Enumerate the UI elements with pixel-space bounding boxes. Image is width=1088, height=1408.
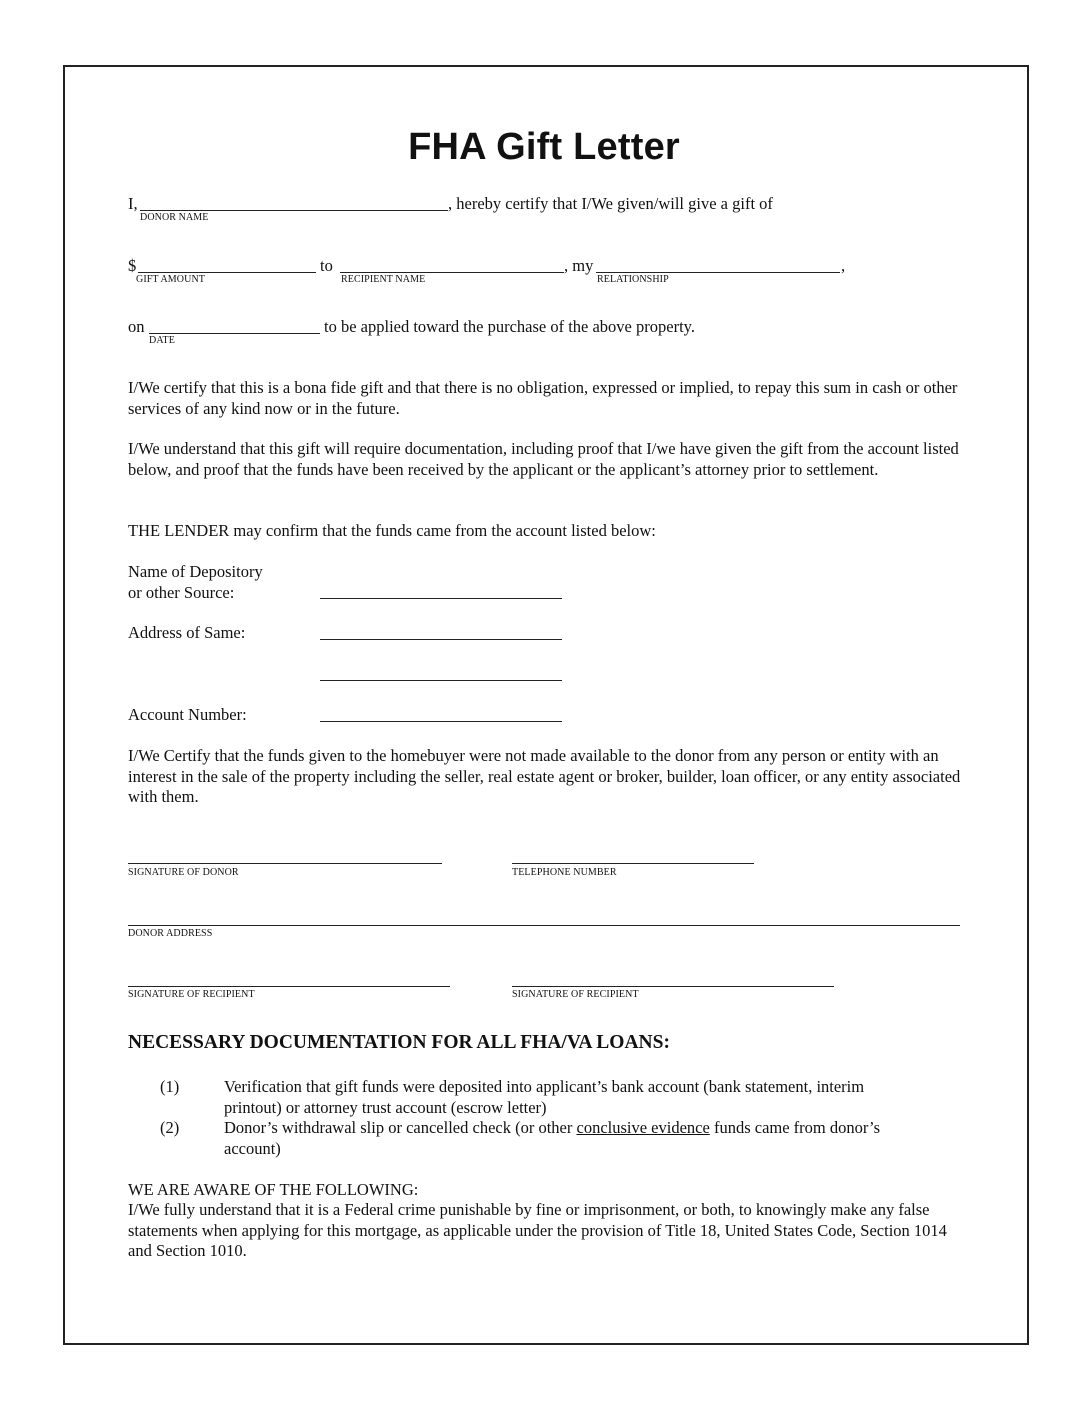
recipient-signature-caption-1: SIGNATURE OF RECIPIENT: [128, 989, 255, 1000]
my-label: , my: [564, 256, 594, 275]
relationship-field[interactable]: [596, 272, 840, 273]
recipient-name-caption: RECIPIENT NAME: [341, 274, 426, 285]
recipient-signature-caption-2: SIGNATURE OF RECIPIENT: [512, 989, 639, 1000]
item-2-number: (2): [160, 1118, 180, 1137]
item-1-line1: Verification that gift funds were deposited into applicant’s bank account (bank statement, interim: [224, 1077, 865, 1096]
aware-paragraph: I/We fully understand that it is a Federal crime punishable by fine or imprisonment, or both, to knowingly make any false statements when applying for this mortgage, as applicable under the provision of Title 18, United States Code, Section 1014 and Section 1010.: [128, 1200, 947, 1260]
donor-address-field[interactable]: [128, 925, 960, 926]
on-label: on: [128, 317, 145, 336]
donor-name-caption: DONOR NAME: [140, 212, 209, 223]
item-1-number: (1): [160, 1077, 180, 1096]
depository-label-line2: or other Source:: [128, 583, 235, 602]
row1-suffix: , hereby certify that I/We given/will give a gift of: [448, 194, 773, 213]
document-title: FHA Gift Letter: [408, 126, 680, 168]
row1-prefix: I,: [128, 194, 138, 213]
documentation-heading: NECESSARY DOCUMENTATION FOR ALL FHA/VA LOANS:: [128, 1032, 670, 1053]
donor-address-caption: DONOR ADDRESS: [128, 928, 213, 939]
account-number-label: Account Number:: [128, 705, 247, 724]
recipient-name-field[interactable]: [340, 272, 564, 273]
telephone-caption: TELEPHONE NUMBER: [512, 867, 617, 878]
to-label: to: [320, 256, 333, 275]
item-2-line1: Donor’s withdrawal slip or cancelled check (or other conclusive evidence funds came from donor’s: [224, 1118, 880, 1137]
depository-label-line1: Name of Depository: [128, 562, 263, 581]
conclusive-evidence-text: conclusive evidence: [576, 1118, 710, 1137]
recipient-signature-field-2[interactable]: [512, 986, 834, 987]
documentation-paragraph: I/We understand that this gift will require documentation, including proof that I/we have given the gift from the account listed below, and proof that the funds have been received by the applicant or the applicant’s attorney prior to settlement.: [128, 439, 959, 479]
row3-suffix: to be applied toward the purchase of the above property.: [324, 317, 695, 336]
account-number-field[interactable]: [320, 721, 562, 722]
telephone-field[interactable]: [512, 863, 754, 864]
date-caption: DATE: [149, 335, 175, 346]
recipient-signature-field-1[interactable]: [128, 986, 450, 987]
gift-amount-field[interactable]: [138, 272, 316, 273]
depository-field[interactable]: [320, 598, 562, 599]
dollar-sign: $: [128, 256, 137, 275]
date-field[interactable]: [149, 333, 320, 334]
donor-signature-field[interactable]: [128, 863, 442, 864]
address-label: Address of Same:: [128, 623, 246, 642]
aware-heading: WE ARE AWARE OF THE FOLLOWING:: [128, 1180, 419, 1199]
gift-amount-caption: GIFT AMOUNT: [136, 274, 205, 285]
address-field-1[interactable]: [320, 639, 562, 640]
item-2-line2: account): [224, 1139, 281, 1158]
lender-confirm-paragraph: THE LENDER may confirm that the funds came from the account listed below:: [128, 521, 656, 540]
item-1-line2: printout) or attorney trust account (escrow letter): [224, 1098, 547, 1117]
relationship-caption: RELATIONSHIP: [597, 274, 669, 285]
donor-name-field[interactable]: [140, 210, 448, 211]
certify-funds-paragraph: I/We Certify that the funds given to the homebuyer were not made available to the donor from any person or entity with an interest in the sale of the property including the seller, real estate agent or broker, builder, loan officer, or any entity associated with them.: [128, 746, 961, 806]
bona-fide-paragraph: I/We certify that this is a bona fide gift and that there is no obligation, expressed or implied, to repay this sum in cash or other services of any kind now or in the future.: [128, 378, 958, 418]
row2-comma: ,: [841, 256, 846, 275]
address-field-2[interactable]: [320, 680, 562, 681]
donor-signature-caption: SIGNATURE OF DONOR: [128, 867, 239, 878]
